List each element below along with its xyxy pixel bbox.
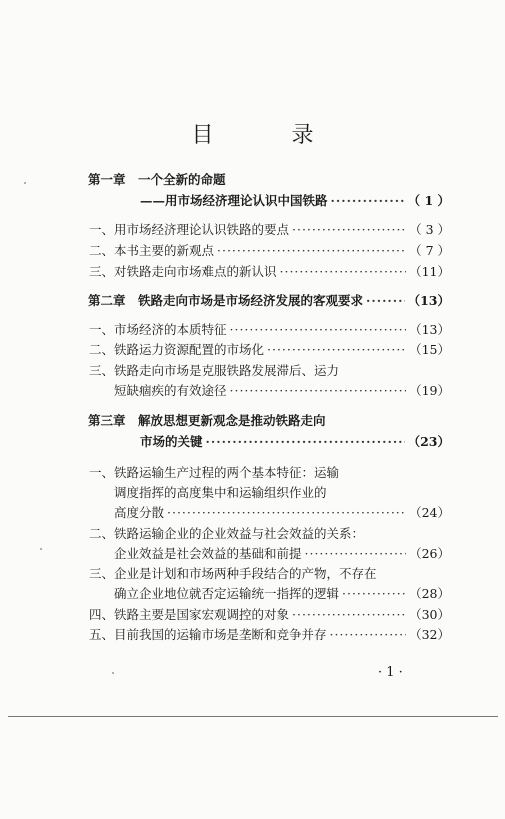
chapter-label: 第三章 <box>88 413 126 428</box>
section-title-cont: 短缺痼疾的有效途径 <box>114 383 227 398</box>
page-ref: （15） <box>409 342 450 357</box>
leader-dots <box>280 264 407 280</box>
section-title: 铁路运力资源配置的市场化 <box>114 342 265 357</box>
section-title: 企业是计划和市场两种手段结合的产物，不存在 <box>114 566 377 581</box>
section-number: 一、 <box>88 465 114 480</box>
toc-entry-line3 <box>114 505 450 521</box>
toc-entry-line2 <box>114 383 450 399</box>
toc-entry-line2 <box>114 546 450 562</box>
section-number: 五、 <box>88 627 114 642</box>
toc-entry-line1 <box>88 566 450 582</box>
page-ref: （ 3 ） <box>409 222 450 237</box>
chapter-label: 第二章 <box>88 293 126 308</box>
chapter-title: 铁路走向市场是市场经济发展的客观要求 <box>138 293 364 308</box>
chapter-subtitle: ——用市场经济理论认识中国铁路 <box>140 193 328 208</box>
toc-entry <box>88 607 450 623</box>
toc-entry-line2 <box>114 485 450 501</box>
section-number: 二、 <box>88 243 114 258</box>
section-number: 三、 <box>88 363 114 378</box>
page-ref: （19） <box>409 383 450 398</box>
section-title: 用市场经济理论认识铁路的要点 <box>114 222 290 237</box>
section-title: 铁路运输企业的企业效益与社会效益的关系： <box>114 526 365 541</box>
toc-entry-line1 <box>88 363 450 379</box>
leader-dots <box>342 586 406 602</box>
section-title-cont: 高度分散 <box>114 505 165 520</box>
section-number: 四、 <box>88 607 114 622</box>
section-title: 本书主要的新观点 <box>114 243 215 258</box>
section-title: 铁路走向市场是克服铁路发展滞后、运力 <box>114 363 340 378</box>
toc-entry <box>88 322 450 338</box>
section-title-cont: 调度指挥的高度集中和运输组织作业的 <box>114 485 327 500</box>
chapter-1-subtitle-row <box>140 193 450 209</box>
page-ref: （13） <box>407 293 450 308</box>
section-title: 铁路运输生产过程的两个基本特征：运输 <box>114 465 340 480</box>
leader-dots <box>305 546 407 562</box>
chapter-3-heading <box>88 413 450 429</box>
toc-entry <box>88 243 450 259</box>
section-number: 二、 <box>88 342 114 357</box>
chapter-label: 第一章 <box>88 172 126 187</box>
chapter-2-heading <box>88 293 450 309</box>
section-title: 市场经济的本质特征 <box>114 322 227 337</box>
toc-entry <box>88 222 450 238</box>
section-number: 一、 <box>88 322 114 337</box>
leader-dots <box>217 243 406 259</box>
toc-entry <box>88 342 450 358</box>
toc-entry-line1 <box>88 465 450 481</box>
leader-dots <box>366 293 405 309</box>
page-number: · 1 · <box>378 665 403 680</box>
scan-speck <box>24 182 26 184</box>
page-ref: （23） <box>407 434 450 449</box>
toc-entry <box>88 627 450 643</box>
leader-dots <box>167 505 406 521</box>
bottom-scan-line <box>8 716 498 717</box>
page-title: 目 录 <box>191 123 342 148</box>
section-title-cont: 企业效益是社会效益的基础和前提 <box>114 546 302 561</box>
leader-dots <box>292 222 406 238</box>
scan-speck <box>40 548 42 550</box>
chapter-1-heading <box>88 172 450 188</box>
chapter-title: 一个全新的命题 <box>138 172 226 187</box>
section-title: 目前我国的运输市场是垄断和竞争并存 <box>114 627 327 642</box>
chapter-title: 解放思想更新观念是推动铁路走向 <box>138 413 326 428</box>
leader-dots <box>230 383 407 399</box>
leader-dots <box>206 434 405 450</box>
leader-dots <box>267 342 406 358</box>
section-number: 二、 <box>88 526 114 541</box>
page-ref: （11） <box>409 264 450 279</box>
chapter-3-subtitle-row <box>140 434 450 450</box>
page-ref: （30） <box>409 607 450 622</box>
leader-dots <box>331 193 405 209</box>
leader-dots <box>230 322 407 338</box>
page-ref: （28） <box>409 586 450 601</box>
chapter-subtitle: 市场的关键 <box>140 434 203 449</box>
page-ref: （ 7 ） <box>409 243 450 258</box>
page-ref: （ 1 ） <box>407 193 450 208</box>
leader-dots <box>292 607 406 623</box>
section-number: 一、 <box>88 222 114 237</box>
scan-speck <box>112 672 114 674</box>
toc-entry-line1 <box>88 526 450 542</box>
section-number: 三、 <box>88 264 114 279</box>
section-title: 铁路主要是国家宏观调控的对象 <box>114 607 290 622</box>
section-title: 对铁路走向市场难点的新认识 <box>114 264 277 279</box>
section-title-cont: 确立企业地位就否定运输统一指挥的逻辑 <box>114 586 340 601</box>
leader-dots <box>330 627 407 643</box>
toc-entry <box>88 264 450 280</box>
page-ref: （26） <box>409 546 450 561</box>
page-ref: （13） <box>409 322 450 337</box>
section-number: 三、 <box>88 566 114 581</box>
page-ref: （32） <box>409 627 450 642</box>
toc-entry-line2 <box>114 586 450 602</box>
page-ref: （24） <box>409 505 450 520</box>
